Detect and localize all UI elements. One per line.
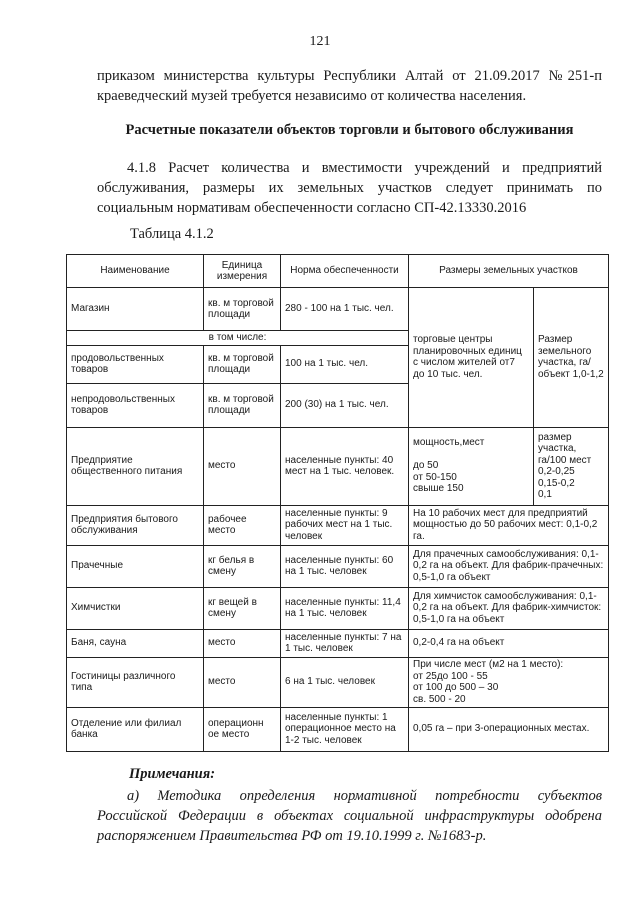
header-unit: Единица измерения <box>204 255 281 288</box>
table-row <box>67 545 609 587</box>
cell-name: Баня, сауна <box>67 629 204 657</box>
notes-title: Примечания: <box>129 766 216 782</box>
cell-norm: 6 на 1 тыс. человек <box>281 657 409 707</box>
cell-land-size: размер участка, га/100 мест 0,2-0,25 0,15-0,2 0,1 <box>534 427 609 505</box>
cell-unit: кв. м торговой площади <box>204 383 281 427</box>
cell-land: Для химчисток самообслуживания: 0,1-0,2 га на объект. Для фабрик-химчисток: 0,5-1,0 га на объект <box>409 587 609 629</box>
cell-name: Магазин <box>67 288 204 331</box>
header-land: Размеры земельных участков <box>409 255 609 288</box>
header-norm: Норма обеспеченности <box>281 255 409 288</box>
cell-name: Отделение или филиал банка <box>67 707 204 751</box>
cell-land-size: Размер земельного участка, га/объект 1,0-1,2 <box>534 288 609 428</box>
cell-unit: рабочее место <box>204 505 281 545</box>
cell-land: Для прачечных самообслуживания: 0,1-0,2 га на объект. Для фабрик-прачечных: 0,5-1,0 га объект <box>409 545 609 587</box>
cell-land: 0,05 га – при 3-операционных местах. <box>409 707 609 751</box>
standards-table <box>66 254 609 752</box>
cell-land-centers: торговые центры планировочных единиц с числом жителей от7 до 10 тыс. чел. <box>409 288 534 428</box>
cell-including: в том числе: <box>67 331 409 346</box>
cell-norm: населенные пункты: 9 рабочих мест на 1 тыс. человек <box>281 505 409 545</box>
cell-unit: место <box>204 657 281 707</box>
table-row <box>67 707 609 751</box>
cell-name: Химчистки <box>67 587 204 629</box>
table-row <box>67 288 609 331</box>
cell-land-capacity: мощность,мест до 50 от 50-150 свыше 150 <box>409 427 534 505</box>
cell-unit: операционн ое место <box>204 707 281 751</box>
cell-norm: 280 - 100 на 1 тыс. чел. <box>281 288 409 331</box>
cell-unit: место <box>204 427 281 505</box>
cell-unit: кв. м торговой площади <box>204 288 281 331</box>
section-heading: Расчетные показатели объектов торговли и бытового обслуживания <box>125 122 574 138</box>
cell-norm: населенные пункты: 7 на 1 тыс. человек <box>281 629 409 657</box>
cell-land: 0,2-0,4 га на объект <box>409 629 609 657</box>
cell-norm: населенные пункты: 40 мест на 1 тыс. человек. <box>281 427 409 505</box>
cell-name: Предприятия бытового обслуживания <box>67 505 204 545</box>
table-caption: Таблица 4.1.2 <box>130 226 214 242</box>
cell-norm: населенные пункты: 11,4 на 1 тыс. человек <box>281 587 409 629</box>
cell-name: Предприятие общественного питания <box>67 427 204 505</box>
cell-land: На 10 рабочих мест для предприятий мощностью до 50 рабочих мест: 0,1-0,2 га. <box>409 505 609 545</box>
cell-name: Прачечные <box>67 545 204 587</box>
table-row <box>67 587 609 629</box>
table-row <box>67 657 609 707</box>
cell-unit: место <box>204 629 281 657</box>
page-number: 121 <box>309 34 331 49</box>
section-paragraph: 4.1.8 Расчет количества и вместимости учреждений и предприятий обслуживания, размеры их земельных участков следует принимать по социальным нормативам обеспеченности согласно СП-42.13330.2016 <box>97 160 602 216</box>
cell-norm: 200 (30) на 1 тыс. чел. <box>281 383 409 427</box>
cell-norm: населенные пункты: 60 на 1 тыс. человек <box>281 545 409 587</box>
notes-text: а) Методика определения нормативной потребности субъектов Российской Федерации в объектах социальной инфраструктуры одобрена распоряжением Правительства РФ от 19.10.1999 г. №1683-р. <box>97 788 602 844</box>
intro-paragraph: приказом министерства культуры Республики Алтай от 21.09.2017 №251-п краеведческий музей требуется независимо от количества населения. <box>97 68 602 104</box>
header-name: Наименование <box>67 255 204 288</box>
cell-land: При числе мест (м2 на 1 место): от 25до 100 - 55 от 100 до 500 – 30 св. 500 - 20 <box>409 657 609 707</box>
cell-norm: населенные пункты: 1 операционное место на 1-2 тыс. человек <box>281 707 409 751</box>
cell-name: продовольственных товаров <box>67 345 204 383</box>
table-row <box>67 629 609 657</box>
cell-unit: кг белья в смену <box>204 545 281 587</box>
cell-name: Гостиницы различного типа <box>67 657 204 707</box>
cell-norm: 100 на 1 тыс. чел. <box>281 345 409 383</box>
cell-name: непродовольственных товаров <box>67 383 204 427</box>
table-row <box>67 427 609 505</box>
cell-unit: кв. м торговой площади <box>204 345 281 383</box>
table-row <box>67 505 609 545</box>
cell-unit: кг вещей в смену <box>204 587 281 629</box>
table-header-row <box>67 255 609 288</box>
